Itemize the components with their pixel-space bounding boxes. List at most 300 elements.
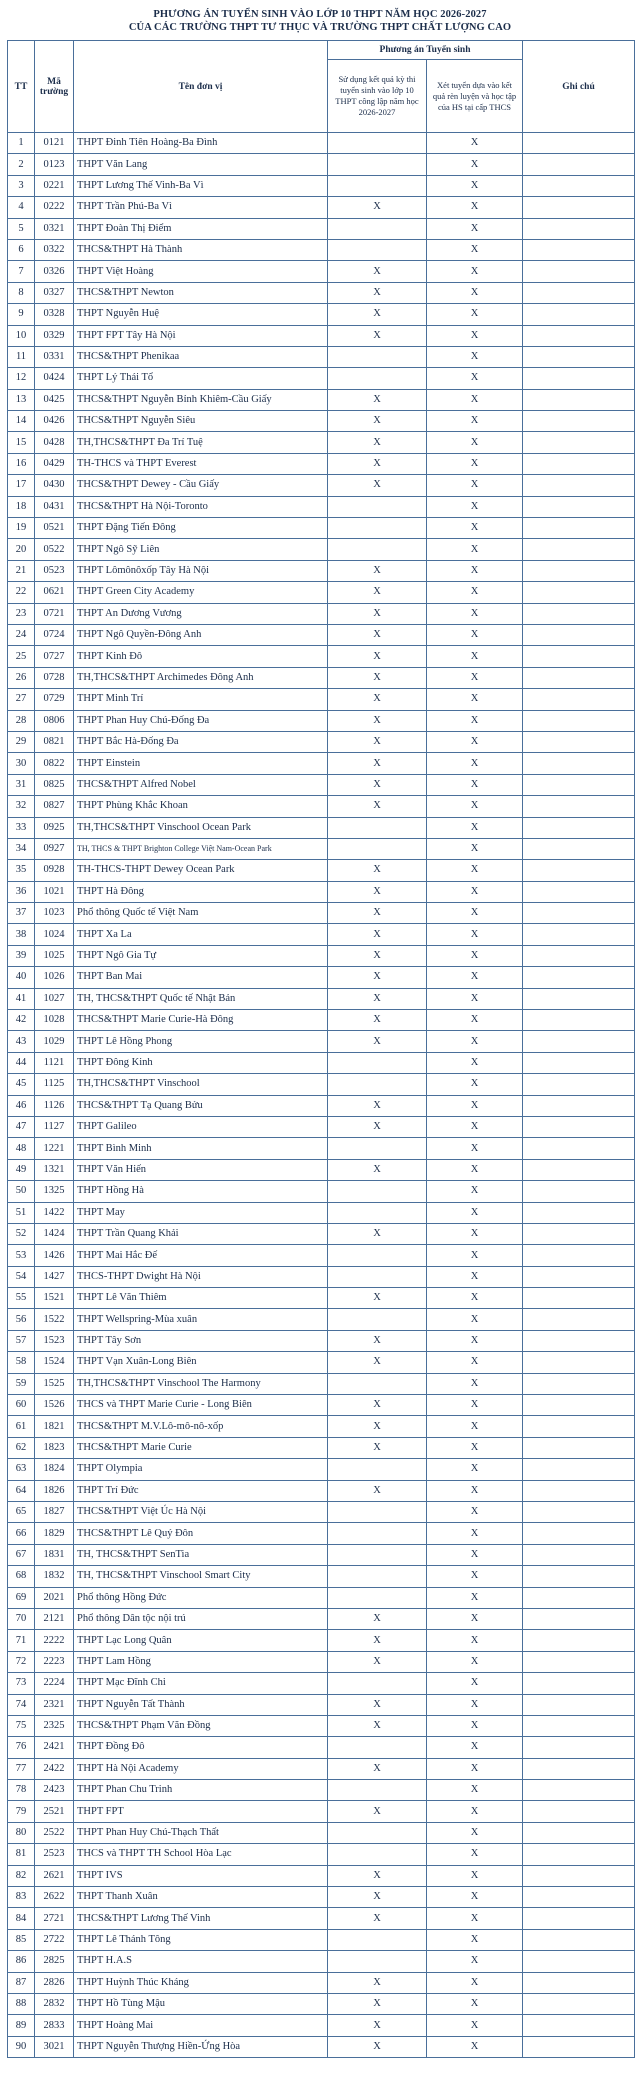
row-ma-truong: 0329 bbox=[35, 325, 74, 346]
row-ma-truong: 0928 bbox=[35, 860, 74, 881]
table-header bbox=[8, 41, 635, 133]
row-option-b: X bbox=[427, 1694, 523, 1715]
row-ten-don-vi: THPT H.A.S bbox=[74, 1951, 328, 1972]
row-option-a bbox=[328, 1951, 427, 1972]
row-ghi-chu bbox=[523, 1929, 635, 1950]
row-tt: 76 bbox=[8, 1737, 35, 1758]
row-option-a: X bbox=[328, 1993, 427, 2014]
row-ma-truong: 1427 bbox=[35, 1266, 74, 1287]
row-tt: 18 bbox=[8, 496, 35, 517]
row-ma-truong: 1028 bbox=[35, 1010, 74, 1031]
table-row bbox=[8, 1587, 635, 1608]
row-option-a bbox=[328, 1523, 427, 1544]
row-ma-truong: 0327 bbox=[35, 282, 74, 303]
row-ten-don-vi: THPT Trí Đức bbox=[74, 1480, 328, 1501]
row-tt: 47 bbox=[8, 1116, 35, 1137]
row-ten-don-vi: THPT Lam Hồng bbox=[74, 1651, 328, 1672]
row-ten-don-vi: THCS&THPT Hà Nội-Toronto bbox=[74, 496, 328, 517]
row-option-b: X bbox=[427, 1801, 523, 1822]
row-ghi-chu bbox=[523, 1223, 635, 1244]
table-row bbox=[8, 1715, 635, 1736]
row-option-a: X bbox=[328, 197, 427, 218]
row-option-b: X bbox=[427, 710, 523, 731]
row-ma-truong: 0321 bbox=[35, 218, 74, 239]
table-row bbox=[8, 1095, 635, 1116]
row-tt: 26 bbox=[8, 667, 35, 688]
row-ghi-chu bbox=[523, 1138, 635, 1159]
row-tt: 10 bbox=[8, 325, 35, 346]
row-ghi-chu bbox=[523, 624, 635, 645]
row-ma-truong: 0728 bbox=[35, 667, 74, 688]
table-row bbox=[8, 1074, 635, 1095]
row-ten-don-vi: THPT Vạn Xuân-Long Biên bbox=[74, 1352, 328, 1373]
row-option-b: X bbox=[427, 1737, 523, 1758]
table-row bbox=[8, 1908, 635, 1929]
table-row bbox=[8, 1052, 635, 1073]
row-ten-don-vi: THPT IVS bbox=[74, 1865, 328, 1886]
row-option-b: X bbox=[427, 346, 523, 367]
table-row bbox=[8, 945, 635, 966]
row-option-b: X bbox=[427, 1587, 523, 1608]
row-ghi-chu bbox=[523, 1052, 635, 1073]
table-row bbox=[8, 1865, 635, 1886]
row-ten-don-vi: THPT Trần Phú-Ba Vì bbox=[74, 197, 328, 218]
row-ghi-chu bbox=[523, 496, 635, 517]
row-ten-don-vi: THPT Lê Thánh Tông bbox=[74, 1929, 328, 1950]
row-ten-don-vi: TH, THCS&THPT Vinschool Smart City bbox=[74, 1566, 328, 1587]
row-tt: 54 bbox=[8, 1266, 35, 1287]
row-option-a: X bbox=[328, 261, 427, 282]
header-ten-don-vi: Tên đơn vị bbox=[74, 41, 328, 133]
row-ten-don-vi: THPT Đoàn Thị Điểm bbox=[74, 218, 328, 239]
row-tt: 33 bbox=[8, 817, 35, 838]
row-option-b: X bbox=[427, 1523, 523, 1544]
row-ma-truong: 0822 bbox=[35, 753, 74, 774]
row-ma-truong: 1125 bbox=[35, 1074, 74, 1095]
table-row bbox=[8, 518, 635, 539]
row-ten-don-vi: THPT Phan Chu Trinh bbox=[74, 1780, 328, 1801]
row-tt: 50 bbox=[8, 1181, 35, 1202]
row-ten-don-vi: TH, THCS&THPT SenTia bbox=[74, 1544, 328, 1565]
row-ma-truong: 1521 bbox=[35, 1288, 74, 1309]
row-ghi-chu bbox=[523, 239, 635, 260]
row-ghi-chu bbox=[523, 1865, 635, 1886]
row-option-b: X bbox=[427, 838, 523, 859]
row-option-a bbox=[328, 539, 427, 560]
row-option-a: X bbox=[328, 774, 427, 795]
table-row bbox=[8, 304, 635, 325]
row-ma-truong: 0123 bbox=[35, 154, 74, 175]
row-ghi-chu bbox=[523, 1159, 635, 1180]
row-ten-don-vi: THPT Văn Lang bbox=[74, 154, 328, 175]
row-ma-truong: 0621 bbox=[35, 582, 74, 603]
table-row bbox=[8, 967, 635, 988]
row-option-a bbox=[328, 1502, 427, 1523]
row-ghi-chu bbox=[523, 1780, 635, 1801]
row-option-a bbox=[328, 154, 427, 175]
row-ma-truong: 0727 bbox=[35, 646, 74, 667]
row-option-a: X bbox=[328, 1031, 427, 1052]
row-option-a: X bbox=[328, 689, 427, 710]
row-tt: 66 bbox=[8, 1523, 35, 1544]
row-tt: 53 bbox=[8, 1245, 35, 1266]
row-option-b: X bbox=[427, 175, 523, 196]
row-option-b: X bbox=[427, 218, 523, 239]
row-tt: 48 bbox=[8, 1138, 35, 1159]
table-row bbox=[8, 2036, 635, 2057]
row-option-a: X bbox=[328, 1865, 427, 1886]
row-tt: 42 bbox=[8, 1010, 35, 1031]
header-option-a: Sử dụng kết quả kỳ thi tuyển sinh vào lớp 10 THPT công lập năm học 2026-2027 bbox=[328, 60, 427, 133]
row-ten-don-vi: THCS&THPT Marie Curie bbox=[74, 1437, 328, 1458]
row-tt: 52 bbox=[8, 1223, 35, 1244]
row-option-b: X bbox=[427, 1822, 523, 1843]
table-row bbox=[8, 1822, 635, 1843]
table-row bbox=[8, 988, 635, 1009]
row-ten-don-vi: THCS&THPT Dewey - Cầu Giấy bbox=[74, 475, 328, 496]
row-option-b: X bbox=[427, 1480, 523, 1501]
row-tt: 73 bbox=[8, 1673, 35, 1694]
row-ghi-chu bbox=[523, 2036, 635, 2057]
row-tt: 51 bbox=[8, 1202, 35, 1223]
row-ghi-chu bbox=[523, 325, 635, 346]
row-tt: 17 bbox=[8, 475, 35, 496]
row-ten-don-vi: THPT Phan Huy Chú-Đống Đa bbox=[74, 710, 328, 731]
row-ten-don-vi: THPT Lương Thế Vinh-Ba Vì bbox=[74, 175, 328, 196]
row-ghi-chu bbox=[523, 881, 635, 902]
row-ten-don-vi: THPT Olympia bbox=[74, 1459, 328, 1480]
row-ten-don-vi: Phổ thông Dân tộc nội trú bbox=[74, 1608, 328, 1629]
table-row bbox=[8, 1972, 635, 1993]
row-option-b: X bbox=[427, 453, 523, 474]
row-option-a: X bbox=[328, 1480, 427, 1501]
row-tt: 13 bbox=[8, 389, 35, 410]
row-ten-don-vi: THPT Lê Hồng Phong bbox=[74, 1031, 328, 1052]
row-ma-truong: 1221 bbox=[35, 1138, 74, 1159]
row-ten-don-vi: THPT Ngô Gia Tự bbox=[74, 945, 328, 966]
row-ghi-chu bbox=[523, 453, 635, 474]
row-ma-truong: 0806 bbox=[35, 710, 74, 731]
row-ten-don-vi: THPT Tây Sơn bbox=[74, 1330, 328, 1351]
row-ma-truong: 0721 bbox=[35, 603, 74, 624]
table-row bbox=[8, 1309, 635, 1330]
row-ma-truong: 1832 bbox=[35, 1566, 74, 1587]
row-tt: 25 bbox=[8, 646, 35, 667]
row-ten-don-vi: THPT Huỳnh Thúc Kháng bbox=[74, 1972, 328, 1993]
row-ma-truong: 2521 bbox=[35, 1801, 74, 1822]
row-ten-don-vi: THPT Lê Văn Thiêm bbox=[74, 1288, 328, 1309]
row-option-a: X bbox=[328, 1972, 427, 1993]
row-ma-truong: 2021 bbox=[35, 1587, 74, 1608]
row-option-b: X bbox=[427, 282, 523, 303]
table-row bbox=[8, 731, 635, 752]
row-option-b: X bbox=[427, 1223, 523, 1244]
row-option-a: X bbox=[328, 903, 427, 924]
row-option-b: X bbox=[427, 1887, 523, 1908]
row-ten-don-vi: THPT Einstein bbox=[74, 753, 328, 774]
table-row bbox=[8, 924, 635, 945]
row-ma-truong: 0428 bbox=[35, 432, 74, 453]
row-option-b: X bbox=[427, 817, 523, 838]
row-ghi-chu bbox=[523, 1993, 635, 2014]
row-tt: 56 bbox=[8, 1309, 35, 1330]
row-ghi-chu bbox=[523, 667, 635, 688]
row-ten-don-vi: THCS&THPT M.V.Lô-mô-nô-xốp bbox=[74, 1416, 328, 1437]
table-row bbox=[8, 1523, 635, 1544]
row-option-a: X bbox=[328, 325, 427, 346]
row-tt: 55 bbox=[8, 1288, 35, 1309]
row-ghi-chu bbox=[523, 603, 635, 624]
row-ten-don-vi: THPT Thanh Xuân bbox=[74, 1887, 328, 1908]
table-row bbox=[8, 903, 635, 924]
row-tt: 11 bbox=[8, 346, 35, 367]
row-option-a: X bbox=[328, 2036, 427, 2057]
row-ghi-chu bbox=[523, 389, 635, 410]
row-ghi-chu bbox=[523, 304, 635, 325]
table-row bbox=[8, 603, 635, 624]
row-option-b: X bbox=[427, 1288, 523, 1309]
row-option-b: X bbox=[427, 860, 523, 881]
row-ghi-chu bbox=[523, 1010, 635, 1031]
row-ma-truong: 1021 bbox=[35, 881, 74, 902]
row-option-b: X bbox=[427, 582, 523, 603]
row-ten-don-vi: THPT Phùng Khắc Khoan bbox=[74, 796, 328, 817]
row-ghi-chu bbox=[523, 1972, 635, 1993]
row-tt: 78 bbox=[8, 1780, 35, 1801]
row-option-a bbox=[328, 518, 427, 539]
row-tt: 89 bbox=[8, 2015, 35, 2036]
row-option-a bbox=[328, 1737, 427, 1758]
row-option-b: X bbox=[427, 1330, 523, 1351]
table-row bbox=[8, 881, 635, 902]
row-option-a bbox=[328, 1844, 427, 1865]
row-ten-don-vi: THPT Bình Minh bbox=[74, 1138, 328, 1159]
table-row bbox=[8, 710, 635, 731]
row-option-b: X bbox=[427, 1138, 523, 1159]
row-ten-don-vi: THPT Nguyễn Thượng Hiền-Ứng Hòa bbox=[74, 2036, 328, 2057]
row-option-b: X bbox=[427, 133, 523, 154]
table-row bbox=[8, 1780, 635, 1801]
document-title bbox=[0, 0, 640, 34]
row-option-b: X bbox=[427, 1266, 523, 1287]
row-ten-don-vi: THCS&THPT Alfred Nobel bbox=[74, 774, 328, 795]
row-ghi-chu bbox=[523, 796, 635, 817]
row-ten-don-vi: THPT Lạc Long Quân bbox=[74, 1630, 328, 1651]
row-ma-truong: 2722 bbox=[35, 1929, 74, 1950]
row-ghi-chu bbox=[523, 154, 635, 175]
row-ten-don-vi: THCS&THPT Việt Úc Hà Nội bbox=[74, 1502, 328, 1523]
row-ma-truong: 0326 bbox=[35, 261, 74, 282]
row-option-a: X bbox=[328, 1416, 427, 1437]
row-ma-truong: 2721 bbox=[35, 1908, 74, 1929]
row-ma-truong: 0431 bbox=[35, 496, 74, 517]
row-ghi-chu bbox=[523, 1951, 635, 1972]
row-ten-don-vi: THPT Đồng Đô bbox=[74, 1737, 328, 1758]
row-ma-truong: 1126 bbox=[35, 1095, 74, 1116]
row-option-a: X bbox=[328, 860, 427, 881]
row-ten-don-vi: TH, THCS & THPT Brighton College Việt Nam-Ocean Park bbox=[74, 838, 328, 859]
row-ma-truong: 0221 bbox=[35, 175, 74, 196]
row-option-b: X bbox=[427, 1993, 523, 2014]
table-row bbox=[8, 817, 635, 838]
row-ten-don-vi: THPT Việt Hoàng bbox=[74, 261, 328, 282]
row-ten-don-vi: THPT Đinh Tiên Hoàng-Ba Đình bbox=[74, 133, 328, 154]
table-row bbox=[8, 646, 635, 667]
row-ghi-chu bbox=[523, 1202, 635, 1223]
row-ghi-chu bbox=[523, 1459, 635, 1480]
table-row bbox=[8, 1737, 635, 1758]
row-tt: 88 bbox=[8, 1993, 35, 2014]
row-option-a: X bbox=[328, 1651, 427, 1672]
row-tt: 35 bbox=[8, 860, 35, 881]
row-ghi-chu bbox=[523, 1266, 635, 1287]
row-ma-truong: 2421 bbox=[35, 1737, 74, 1758]
table-row bbox=[8, 560, 635, 581]
row-ten-don-vi: THCS và THPT TH School Hòa Lạc bbox=[74, 1844, 328, 1865]
table-row bbox=[8, 860, 635, 881]
row-ten-don-vi: THPT Lômônôxốp Tây Hà Nội bbox=[74, 560, 328, 581]
row-ten-don-vi: TH, THCS&THPT Quốc tế Nhật Bản bbox=[74, 988, 328, 1009]
row-ma-truong: 1831 bbox=[35, 1544, 74, 1565]
row-option-b: X bbox=[427, 1780, 523, 1801]
row-ten-don-vi: THPT Ngô Sỹ Liên bbox=[74, 539, 328, 560]
row-tt: 14 bbox=[8, 411, 35, 432]
row-option-b: X bbox=[427, 624, 523, 645]
row-ghi-chu bbox=[523, 1608, 635, 1629]
row-ten-don-vi: THCS&THPT Lương Thế Vinh bbox=[74, 1908, 328, 1929]
row-ma-truong: 1823 bbox=[35, 1437, 74, 1458]
row-option-a bbox=[328, 1181, 427, 1202]
row-option-a bbox=[328, 1202, 427, 1223]
row-option-b: X bbox=[427, 560, 523, 581]
row-option-b: X bbox=[427, 1673, 523, 1694]
row-option-a: X bbox=[328, 796, 427, 817]
row-option-b: X bbox=[427, 1352, 523, 1373]
row-tt: 72 bbox=[8, 1651, 35, 1672]
row-tt: 43 bbox=[8, 1031, 35, 1052]
table-row bbox=[8, 582, 635, 603]
row-tt: 4 bbox=[8, 197, 35, 218]
row-option-b: X bbox=[427, 1309, 523, 1330]
row-ten-don-vi: THPT Nguyễn Tất Thành bbox=[74, 1694, 328, 1715]
row-ten-don-vi: TH,THCS&THPT Vinschool The Harmony bbox=[74, 1373, 328, 1394]
row-option-a: X bbox=[328, 753, 427, 774]
row-tt: 69 bbox=[8, 1587, 35, 1608]
row-ten-don-vi: THPT Ban Mai bbox=[74, 967, 328, 988]
row-option-a: X bbox=[328, 582, 427, 603]
row-ghi-chu bbox=[523, 218, 635, 239]
row-option-a: X bbox=[328, 624, 427, 645]
table-row bbox=[8, 774, 635, 795]
row-ma-truong: 0925 bbox=[35, 817, 74, 838]
row-option-a bbox=[328, 1266, 427, 1287]
row-option-b: X bbox=[427, 1908, 523, 1929]
row-ma-truong: 0426 bbox=[35, 411, 74, 432]
row-option-b: X bbox=[427, 1715, 523, 1736]
row-tt: 87 bbox=[8, 1972, 35, 1993]
row-ten-don-vi: THPT Wellspring-Mùa xuân bbox=[74, 1309, 328, 1330]
row-option-b: X bbox=[427, 1630, 523, 1651]
row-ten-don-vi: THPT Xa La bbox=[74, 924, 328, 945]
row-ma-truong: 2621 bbox=[35, 1865, 74, 1886]
row-option-b: X bbox=[427, 1502, 523, 1523]
title-line-2: CỦA CÁC TRƯỜNG THPT TƯ THỤC VÀ TRƯỜNG THPT CHẤT LƯỢNG CAO bbox=[128, 22, 512, 33]
row-ma-truong: 0424 bbox=[35, 368, 74, 389]
row-ma-truong: 1026 bbox=[35, 967, 74, 988]
row-option-a bbox=[328, 1309, 427, 1330]
table-row bbox=[8, 1138, 635, 1159]
row-ghi-chu bbox=[523, 1330, 635, 1351]
row-option-b: X bbox=[427, 646, 523, 667]
row-ghi-chu bbox=[523, 1822, 635, 1843]
row-ten-don-vi: THPT Phan Huy Chú-Thạch Thất bbox=[74, 1822, 328, 1843]
row-ghi-chu bbox=[523, 1587, 635, 1608]
row-option-b: X bbox=[427, 368, 523, 389]
row-option-b: X bbox=[427, 1951, 523, 1972]
row-ten-don-vi: THPT Hồng Hà bbox=[74, 1181, 328, 1202]
row-option-a: X bbox=[328, 603, 427, 624]
row-tt: 1 bbox=[8, 133, 35, 154]
row-option-a: X bbox=[328, 731, 427, 752]
row-option-a: X bbox=[328, 924, 427, 945]
row-option-a bbox=[328, 1566, 427, 1587]
row-ma-truong: 1025 bbox=[35, 945, 74, 966]
row-option-b: X bbox=[427, 475, 523, 496]
table-row bbox=[8, 1437, 635, 1458]
table-row bbox=[8, 1844, 635, 1865]
row-ghi-chu bbox=[523, 197, 635, 218]
row-option-a: X bbox=[328, 389, 427, 410]
row-ma-truong: 2422 bbox=[35, 1758, 74, 1779]
row-option-a: X bbox=[328, 1159, 427, 1180]
row-ten-don-vi: THPT Kinh Đô bbox=[74, 646, 328, 667]
row-ma-truong: 1422 bbox=[35, 1202, 74, 1223]
row-ghi-chu bbox=[523, 1801, 635, 1822]
row-ten-don-vi: Phổ thông Hồng Đức bbox=[74, 1587, 328, 1608]
admission-table bbox=[7, 40, 635, 2058]
row-option-a: X bbox=[328, 1437, 427, 1458]
row-tt: 44 bbox=[8, 1052, 35, 1073]
table-row bbox=[8, 689, 635, 710]
row-tt: 70 bbox=[8, 1608, 35, 1629]
table-row bbox=[8, 1181, 635, 1202]
row-option-b: X bbox=[427, 988, 523, 1009]
row-ten-don-vi: THPT FPT bbox=[74, 1801, 328, 1822]
row-option-a bbox=[328, 838, 427, 859]
table-row bbox=[8, 1608, 635, 1629]
row-ghi-chu bbox=[523, 133, 635, 154]
row-option-a: X bbox=[328, 304, 427, 325]
row-ma-truong: 0222 bbox=[35, 197, 74, 218]
row-tt: 21 bbox=[8, 560, 35, 581]
row-tt: 68 bbox=[8, 1566, 35, 1587]
table-row bbox=[8, 411, 635, 432]
row-ghi-chu bbox=[523, 1373, 635, 1394]
row-option-b: X bbox=[427, 1416, 523, 1437]
row-option-a bbox=[328, 1459, 427, 1480]
row-ma-truong: 0821 bbox=[35, 731, 74, 752]
row-ghi-chu bbox=[523, 1737, 635, 1758]
table-row bbox=[8, 1459, 635, 1480]
row-ten-don-vi: THCS&THPT Marie Curie-Hà Đông bbox=[74, 1010, 328, 1031]
row-ma-truong: 1523 bbox=[35, 1330, 74, 1351]
row-tt: 77 bbox=[8, 1758, 35, 1779]
row-option-a: X bbox=[328, 1330, 427, 1351]
row-ten-don-vi: THCS&THPT Tạ Quang Bửu bbox=[74, 1095, 328, 1116]
row-tt: 5 bbox=[8, 218, 35, 239]
row-tt: 41 bbox=[8, 988, 35, 1009]
table-row bbox=[8, 1887, 635, 1908]
